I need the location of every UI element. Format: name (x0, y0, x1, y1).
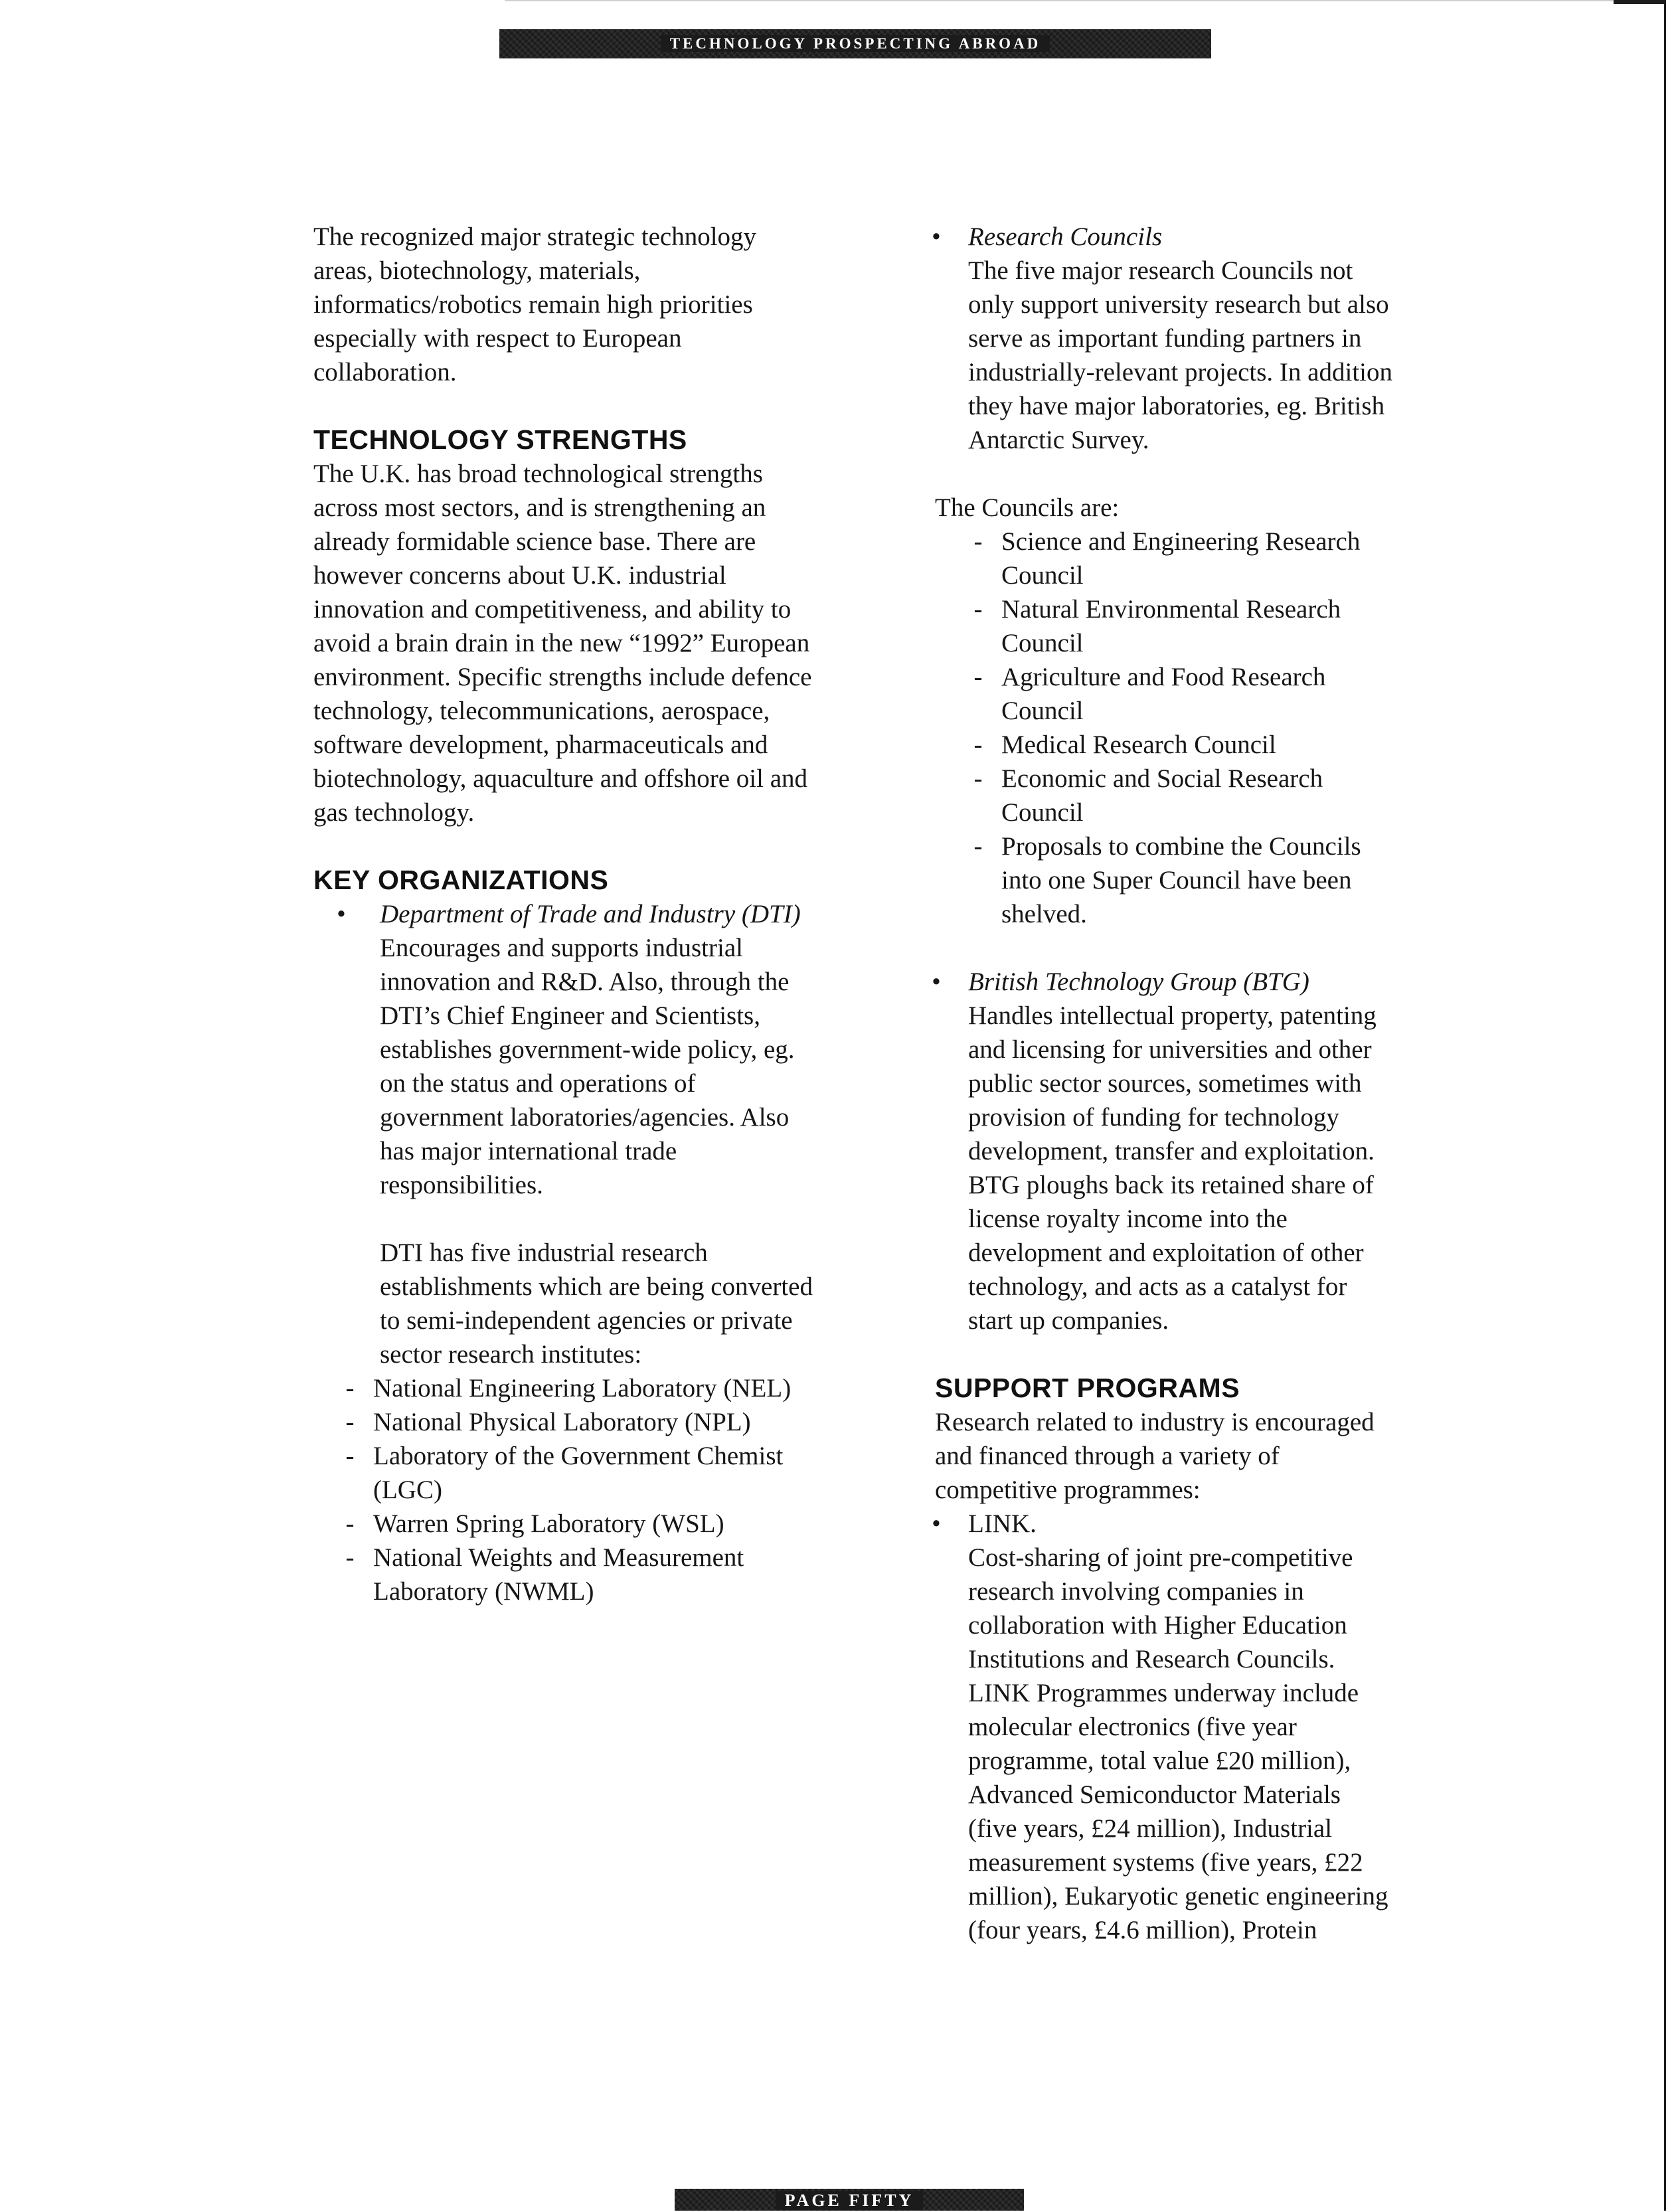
list-item (340, 1541, 818, 1608)
link-title: LINK. (968, 1509, 1037, 1538)
dash-marker: - (973, 663, 983, 691)
councils-list (968, 525, 1393, 931)
page-number-footer (675, 2189, 1024, 2211)
bullet-icon: • (932, 1509, 941, 1538)
bullet-icon: • (337, 900, 346, 928)
dash-marker: - (973, 764, 983, 793)
list-item (340, 1507, 818, 1541)
list-item (968, 525, 1393, 592)
link-entry (932, 1507, 1393, 1947)
btg-entry (932, 965, 1393, 1337)
list-item (968, 660, 1393, 728)
support-programs-heading: SUPPORT PROGRAMS (935, 1373, 1240, 1403)
running-header-text: TECHNOLOGY PROSPECTING ABROAD (661, 35, 1050, 52)
establishment-name: National Weights and Measurement Laboratory (NWML) (373, 1543, 744, 1606)
research-councils-title: Research Councils (968, 222, 1163, 251)
list-item (968, 762, 1393, 829)
research-councils-entry (932, 220, 1393, 457)
left-column (313, 220, 818, 1608)
dash-marker: - (345, 1374, 355, 1403)
technology-strengths-heading: TECHNOLOGY STRENGTHS (313, 424, 687, 455)
list-item (340, 1439, 818, 1507)
list-item (968, 728, 1393, 762)
research-councils-description: The five major research Councils not only support university research but also serve as important funding partners in industrially-relevant projects. In addition they have major laboratories, eg. British Antarctic Survey. (968, 256, 1392, 454)
council-note: Proposals to combine the Councils into one Super Council have been shelved. (1001, 832, 1361, 928)
list-item (968, 592, 1393, 660)
list-item (968, 829, 1393, 931)
dash-marker: - (973, 730, 983, 759)
councils-intro: The Councils are: (935, 493, 1120, 522)
establishment-name: National Engineering Laboratory (NEL) (373, 1374, 792, 1403)
establishment-name: Warren Spring Laboratory (WSL) (373, 1509, 724, 1538)
council-name: Medical Research Council (1001, 730, 1276, 759)
btg-title: British Technology Group (BTG) (968, 968, 1309, 996)
dti-title: Department of Trade and Industry (DTI) (380, 900, 801, 928)
dti-description: Encourages and supports industrial innovation and R&D. Also, through the DTI’s Chief Engineer and Scientists, establishes government-wide policy, eg. on the status and operations of government laboratories/agencies. Also has major international trade responsibilities. (380, 934, 795, 1199)
intro-paragraph: The recognized major strategic technology areas, biotechnology, materials, informatics/robotics remain high priorities especially with respect to European collaboration. (313, 222, 757, 386)
dash-marker: - (973, 595, 983, 624)
dash-marker: - (973, 832, 983, 861)
right-column (932, 220, 1393, 1947)
bullet-icon: • (932, 222, 941, 251)
dash-marker: - (345, 1509, 355, 1538)
dash-marker: - (973, 527, 983, 556)
dash-marker: - (345, 1408, 355, 1436)
establishment-name: National Physical Laboratory (NPL) (373, 1408, 751, 1436)
dash-marker: - (345, 1543, 355, 1572)
btg-description: Handles intellectual property, patenting and licensing for universities and other public sector sources, sometimes with provision of funding for technology development, transfer and exploitation. BTG ploughs back its retained share of license royalty income into the development and exploitation of other technology, and acts as a catalyst for start up companies. (968, 1001, 1377, 1335)
council-name: Agriculture and Food Research Council (1001, 663, 1326, 725)
running-header (499, 29, 1211, 58)
council-name: Science and Engineering Research Council (1001, 527, 1361, 590)
council-name: Economic and Social Research Council (1001, 764, 1323, 827)
technology-strengths-paragraph: The U.K. has broad technological strengths across most sectors, and is strengthening an already formidable science base. There are however concerns about U.K. industrial innovation and competitiveness, and ability to avoid a brain drain in the new “1992” European environment. Specific strengths include defence technology, telecommunications, aerospace, software development, pharmaceuticals and biotechnology, aquaculture and offshore oil and gas technology. (313, 460, 812, 827)
scan-edge-right (1664, 0, 1674, 2211)
establishment-name: Laboratory of the Government Chemist (LGC) (373, 1442, 784, 1504)
link-description: Cost-sharing of joint pre-competitive research involving companies in collaboration with Higher Education Institutions and Research Councils. LINK Programmes underway include molecular electronics (five year programme, total value £20 million), Advanced Semiconductor Materials (five years, £24 million), Industrial measurement systems (five years, £22 million), Eukaryotic genetic engineering (four years, £4.6 million), Protein (968, 1543, 1388, 1944)
council-name: Natural Environmental Research Council (1001, 595, 1341, 657)
dash-marker: - (345, 1442, 355, 1470)
dti-establishments-list (340, 1371, 818, 1608)
dti-establishments-intro: DTI has five industrial research establishments which are being converted to semi-independent agencies or private sector research institutes: (380, 1238, 813, 1369)
page-number-text: PAGE FIFTY (776, 2191, 924, 2210)
key-organizations-heading: KEY ORGANIZATIONS (313, 865, 609, 895)
bullet-icon: • (932, 968, 941, 996)
support-programs-paragraph: Research related to industry is encouraged and financed through a variety of competitive programmes: (935, 1408, 1375, 1504)
dti-entry (313, 897, 818, 1371)
scan-edge-top (505, 0, 1674, 1)
list-item (340, 1371, 818, 1405)
list-item (340, 1405, 818, 1439)
